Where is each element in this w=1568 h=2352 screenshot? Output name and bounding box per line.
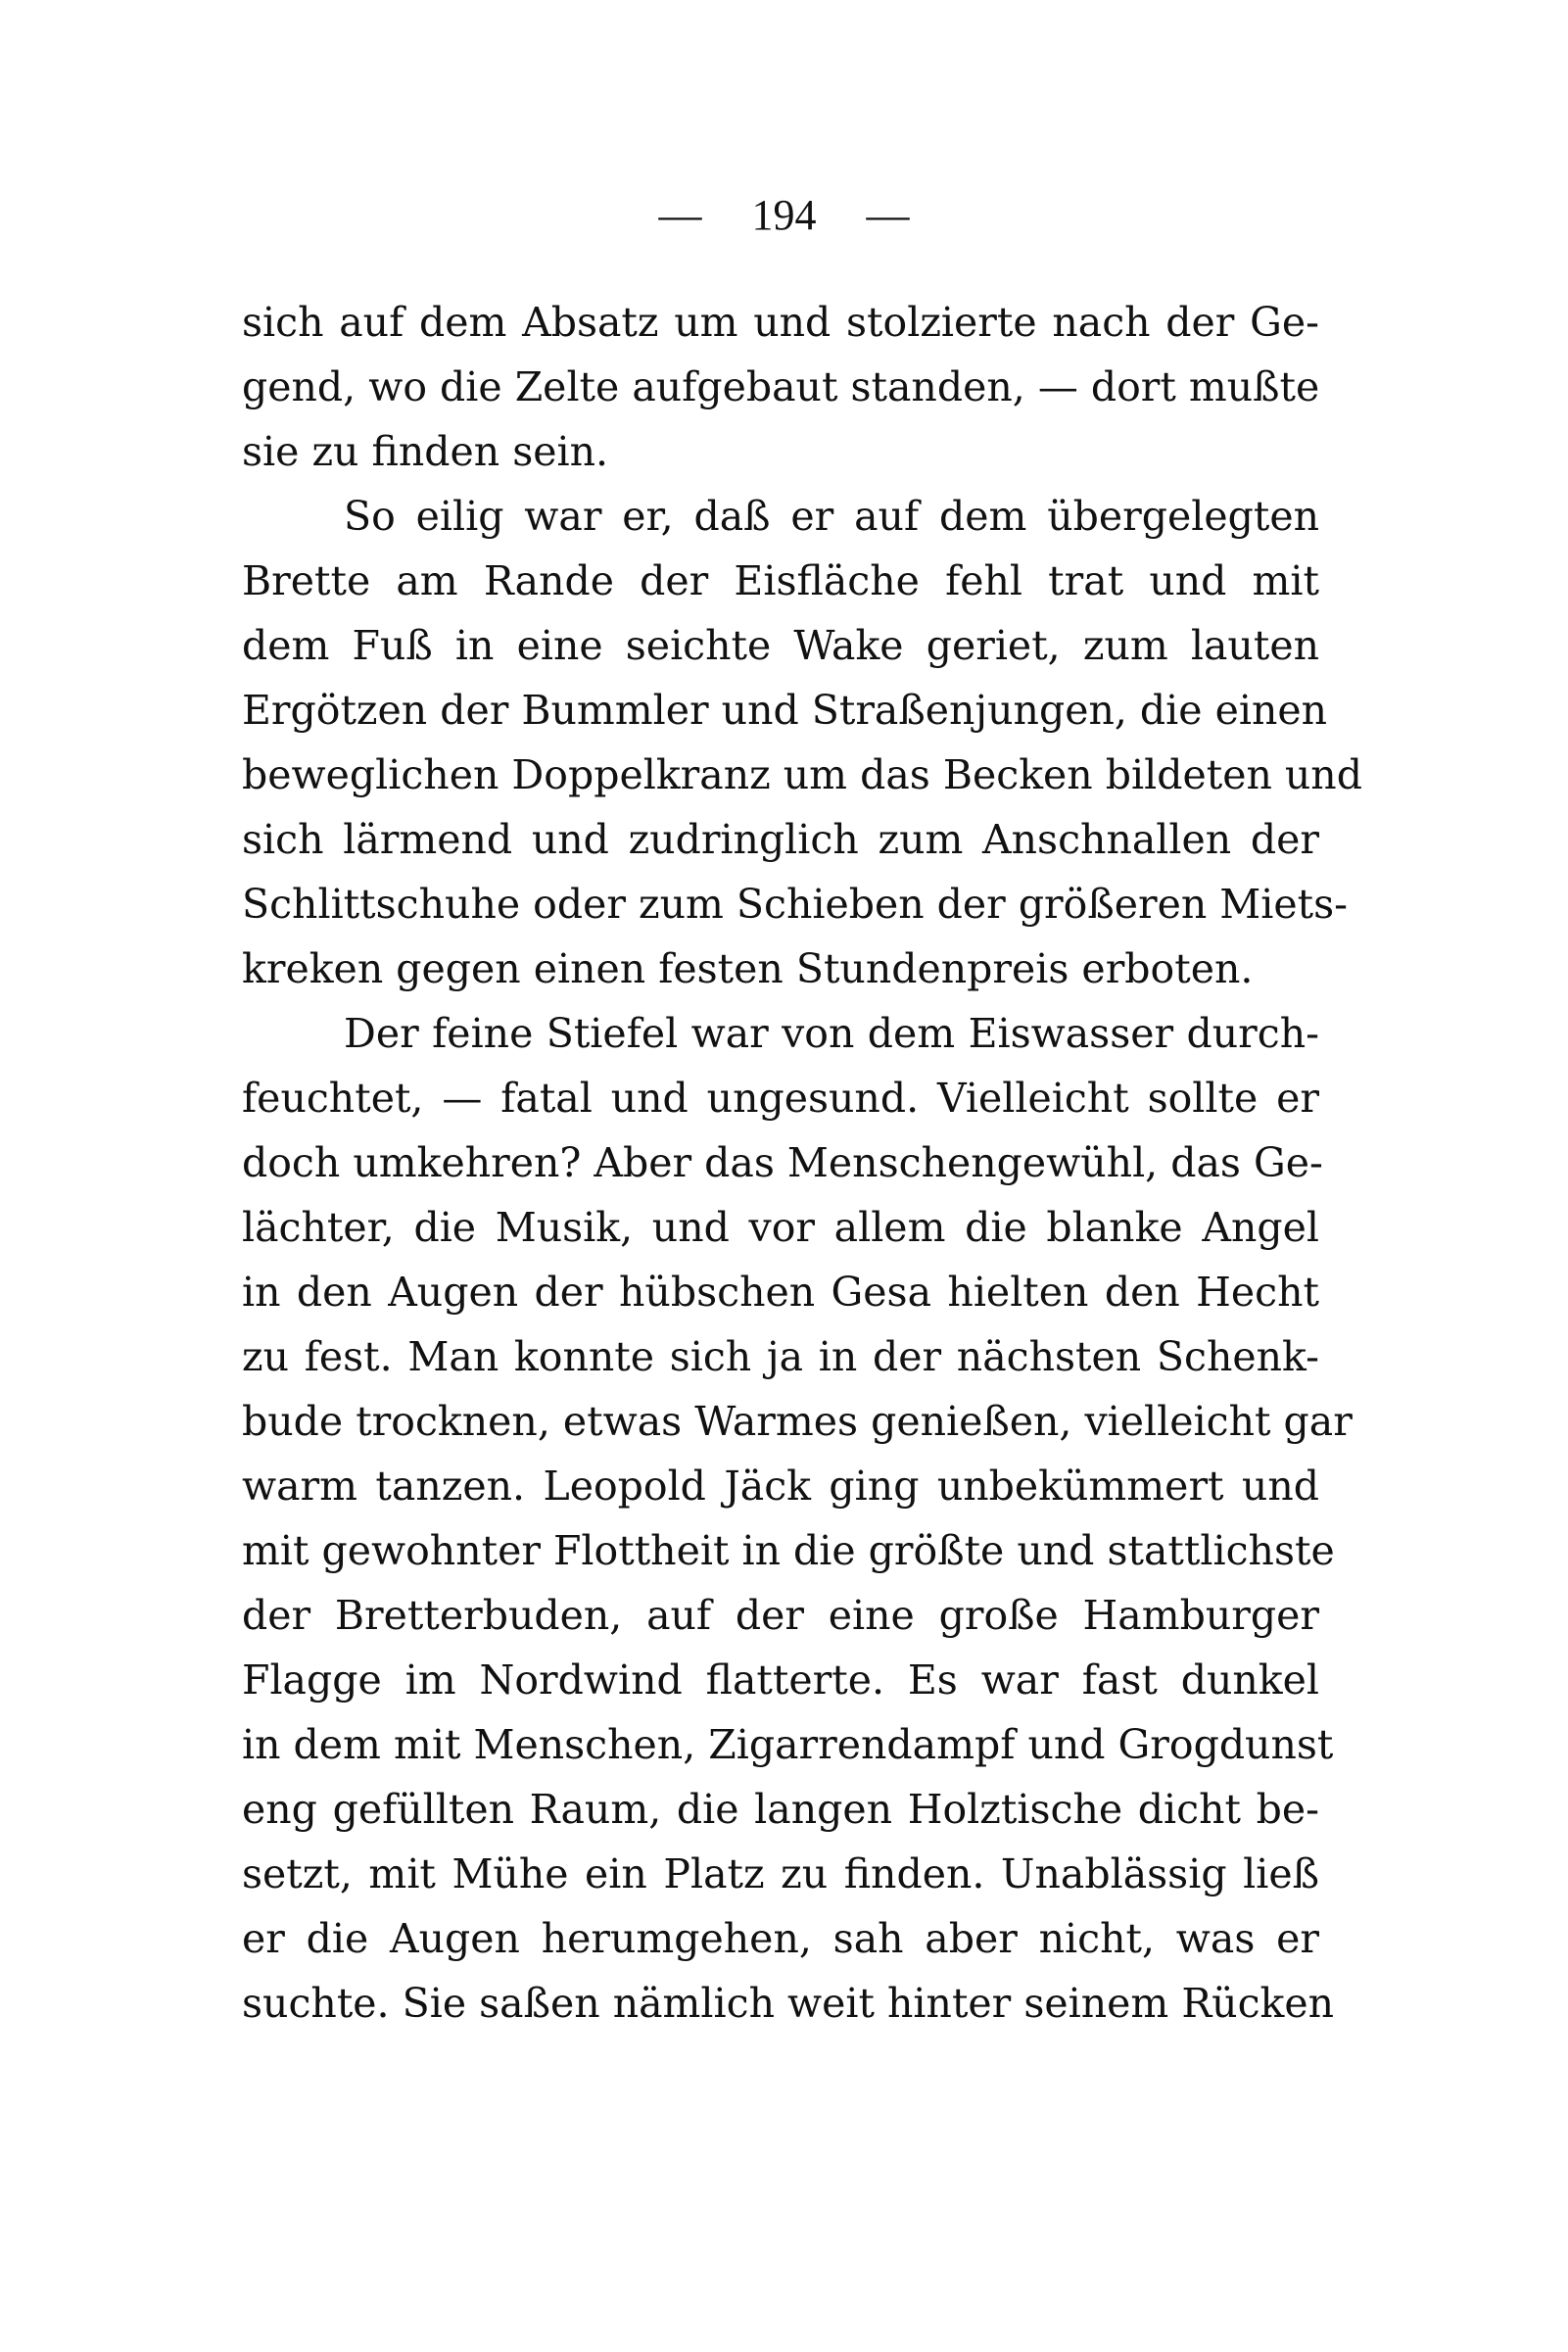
text-line: sich lärmend und zudringlich zum Anschnallen der — [242, 816, 1319, 863]
text-line: Brette am Rande der Eisfläche fehl trat und mit — [242, 557, 1319, 604]
text-line: zu fest. Man konnte sich ja in der nächsten Schenk- — [242, 1333, 1319, 1380]
text-line: der Bretterbuden, auf der eine große Hamburger — [242, 1592, 1319, 1639]
text-line: suchte. Sie saßen nämlich weit hinter seinem Rücken — [242, 1980, 1335, 2027]
page-number: 194 — [751, 191, 817, 239]
body-text — [242, 290, 1362, 2036]
text-line: sich auf dem Absatz um und stolzierte nach der Ge- — [242, 299, 1319, 346]
text-line: bude trocknen, etwas Warmes genießen, vielleicht gar — [242, 1398, 1353, 1445]
text-line: mit gewohnter Flottheit in die größte und stattlichste — [242, 1527, 1335, 1574]
text-line: sie zu finden sein. — [242, 428, 609, 475]
text-line: Schlittschuhe oder zum Schieben der größeren Miets- — [242, 881, 1349, 928]
text-line: gend, wo die Zelte aufgebaut standen, — dort mußte — [242, 363, 1320, 410]
text-line: feuchtet, — fatal und ungesund. Vielleicht sollte er — [242, 1075, 1319, 1122]
text-line: dem Fuß in eine seichte Wake geriet, zum lauten — [242, 622, 1319, 669]
text-line: er die Augen herumgehen, sah aber nicht, was er — [242, 1915, 1319, 1962]
text-line: doch umkehren? Aber das Menschengewühl, das Ge- — [242, 1139, 1323, 1186]
header-dash-right: — — [866, 191, 910, 239]
text-line: in den Augen der hübschen Gesa hielten den Hecht — [242, 1269, 1319, 1316]
text-line: lächter, die Musik, und vor allem die blanke Angel — [242, 1204, 1319, 1251]
page-header — [0, 186, 1568, 245]
text-line: setzt, mit Mühe ein Platz zu finden. Unablässig ließ — [242, 1850, 1319, 1897]
text-line: eng gefüllten Raum, die langen Holztische dicht be- — [242, 1786, 1319, 1833]
text-line: Flagge im Nordwind flatterte. Es war fast dunkel — [242, 1656, 1319, 1704]
text-line: kreken gegen einen festen Stundenpreis erboten. — [242, 945, 1254, 992]
text-line: beweglichen Doppelkranz um das Becken bildeten und — [242, 751, 1362, 798]
text-line: warm tanzen. Leopold Jäck ging unbekümmert und — [242, 1463, 1319, 1510]
text-line: Der feine Stiefel war von dem Eiswasser durch- — [344, 1010, 1319, 1057]
text-line: in dem mit Menschen, Zigarrendampf und Grogdunst — [242, 1721, 1334, 1768]
text-line: Ergötzen der Bummler und Straßenjungen, die einen — [242, 687, 1328, 734]
text-line: So eilig war er, daß er auf dem übergelegten — [344, 493, 1319, 540]
header-dash-left: — — [658, 191, 702, 239]
